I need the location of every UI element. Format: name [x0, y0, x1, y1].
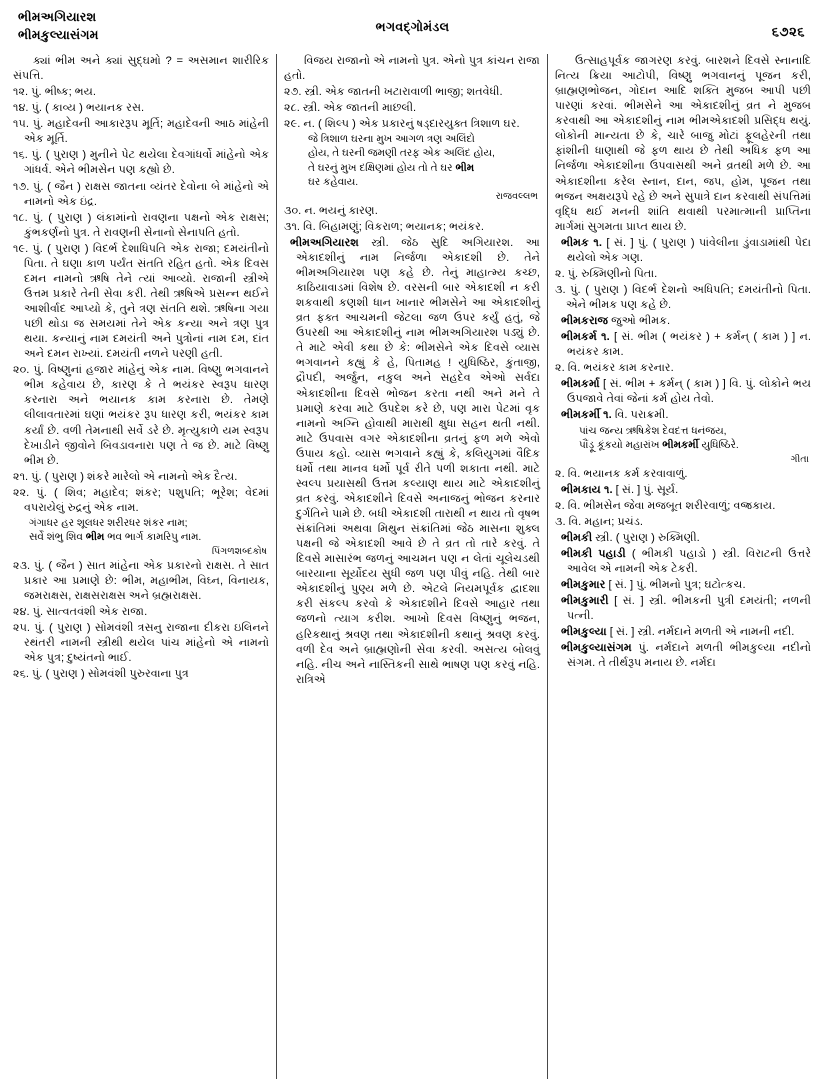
sense-entry: ૧૫. પું. મહાદેવની આકારરૂપ મૂર્તિ; મહાદેવની આઠ માંહેની એક મૂર્તિ.	[13, 118, 269, 146]
sense-entry: ૩. વિ. મહાન; પ્રચંડ.	[555, 515, 643, 528]
entry-headword: ભીમકર્મા	[561, 378, 600, 391]
text-column-3	[552, 54, 814, 1079]
citation-source: પિંગળશબ્દકોષ	[211, 546, 267, 558]
dictionary-entry	[555, 578, 811, 593]
entry-headword: ભીમકી	[561, 531, 593, 544]
page-number: ૬૭૨૬	[771, 24, 805, 39]
entry-definition: પું. નર્મદાને મળતી ભીમકુલ્યા નદીનો સંગમ. તે તીર્થરૂપ મનાય છે. નર્મદા	[567, 642, 811, 670]
verse-bold-term: ભીમકર્મી	[662, 439, 699, 451]
quotation-block	[284, 133, 540, 190]
text-column-2	[281, 54, 543, 1079]
quotation-line: હોય, તે ઘરની જમણી તરફ એક અલિંદ હોય,	[308, 148, 495, 160]
sense-entry: ૨૯. ન. ( શિલ્પ ) એક પ્રકારનું ષડ્દારયુક્ત ત્રિશાળ ઘર.	[284, 118, 520, 131]
quotation-block	[555, 425, 811, 453]
entry-headword: ભીમકરાજ	[561, 315, 609, 328]
sense-entry: ૧૮. પું. ( પુરાણ ) લંકામાંનો રાવણના પક્ષનો એક રાક્ષસ; કુંભકર્ણનો પુત્ર. તે રાવણની સેનાનો સેનાપતિ હતો.	[13, 211, 269, 239]
sense-entry: ૨૫. પું. ( પુરાણ ) સોમવંશી ત્રસનુ રાજાના દીકરા ઇલિનને રથંતરી નામની સ્ત્રીથી થયેલ પાંચ માંહેનો એ નામનો એક પુત્ર; દુષ્યંતનો ભાઈ.	[13, 622, 269, 665]
entry-headword: ભીમકર્મ ૧.	[561, 331, 610, 344]
entry-definition: [ સં. ] પું. ( પુરાણ ) પાંવેલીના ડુંવાડામાંથી પેદા થયેલો એક ગણ.	[567, 236, 811, 264]
quotation-line: જે ત્રિશાળ ઘરના મુખ આગળ ત્રણ અલિંદો	[308, 134, 475, 146]
verse-bold-term: ભીમ	[85, 532, 105, 544]
sense-entry: ૨૨. પું. ( શિવ; મહાદેવ; શંકર; પશુપતિ; ભૂરેશ; વેદમાં વપરાયેલું રુદ્રનું એક નામ.	[13, 486, 269, 514]
columns-container	[10, 54, 815, 1079]
entry-headword: ભીમકુલ્યા	[561, 626, 607, 639]
citation-source: ગીતા	[790, 453, 809, 465]
sense-entry: ૨૬. પું. ( પુરાણ ) સોમવંશી પુરુરવાના પુત્ર	[13, 668, 189, 681]
quotation-line: પૌંડ્રૂ કૂંકયો મહારાંખ ભીમકર્મી યુધિષ્ઠિરે.	[579, 439, 739, 451]
entry-headword: ભીમકાય ૧.	[561, 483, 613, 496]
page-header	[10, 8, 815, 52]
quotation-line: પાંચ જન્ય ઋષિકેશ દેવદત્ત ધનંજય,	[579, 425, 727, 437]
dictionary-entry	[555, 641, 811, 671]
entry-definition: [ સં. ] પું. ભીમનો પુત્ર; ઘટોત્કચ.	[605, 579, 746, 592]
entry-headword: ભીમકી પહાડી	[561, 547, 626, 560]
sense-entry: ૩. પું. ( પુરાણ ) વિદર્ભ દેશનો અધિપતિ; દમયંતીનો પિતા. એને ભીમક પણ કહે છે.	[555, 283, 811, 311]
continued-paragraph: ઉત્સાહપૂર્વક જાગરણ કરવું. બારશને દિવસે સ્નાનાદિ નિત્ય ક્રિયા આટોપી, વિષ્ણુ ભગવાનનું પૂજન કરી, બ્રાહ્મણભોજન, ગોદાન આદિ શક્તિ મુજબ આપી પછી પારણાં કરવાં. ભીમસેને આ એકાદશીનું વ્રત ને મુજબ કરવાથી આ એકાદશીનું નામ ભીમએકાદશી પ્રસિદ્ધ થયું. લોકોની માન્યતા છે કે, ચારે બાજુ મોટાં ફૂલહેરની તથા ફાંશીની ધાણાથી જે ફળ થાય છે તેથી અધિક ફળ આ નિર્જળા એકાદશીના ઉપવાસથી અને વ્રતથી મળે છે. આ એકાદશીના કરેલ સ્નાન, દાન, જપ, હોમ, પૂજન તથા ભજન અક્ષયરૂપે રહે છે અને સુપાત્રે દાન કરવાથી સંપત્તિમાં વૃદ્ધિ થઈ મનની શાંતિ થવાથી પરમાત્માની પ્રાપ્તિના માર્ગમાં સુગમતા પ્રાપ્ત થાય છે.	[555, 55, 811, 233]
header-guideword-first: ભીમઅગિયારશ	[18, 10, 97, 24]
sense-entry: ૧૪. પું. ( કાવ્ય ) ભયાનક રસ.	[13, 102, 145, 115]
sense-entry: ૨. વિ. ભીમસેન જેવા મજબૂત શરીરવાળું; વજ્રકાય.	[555, 499, 776, 512]
sense-entry: ૨૧. પું. ( પુરાણ ) શંકરે મારેલો એ નામનો એક દૈત્ય.	[13, 470, 238, 483]
text-column-1	[10, 54, 272, 1079]
entry-definition: [ સં. ] સ્ત્રી. નર્મદાને મળતી એ નામની નદી.	[606, 626, 795, 639]
entry-definition: [ સં. ભીમ ( ભયંકર ) + કર્મન્ ( કામ ) ] ન. ભયંકર કામ.	[567, 331, 812, 359]
dictionary-entry	[555, 314, 811, 329]
entry-definition: ( ભીમકી પહાડો ) સ્ત્રી. વિરાટની ઉત્તરે આવેલ એ નામની એક ટેકરી.	[567, 547, 811, 576]
quotation-line: સર્વે શંભુ શિવ ભીમ ભવ ભાર્ગ કામરિપુ નામ.	[29, 532, 202, 544]
dictionary-entry	[555, 594, 811, 624]
sense-entry: ૨. વિ. ભયાનક કર્મ કરવાવાળું.	[555, 467, 688, 480]
entry-definition: વિ. પરાક્રમી.	[611, 409, 669, 422]
quotation-line: ઘર કહેવાય.	[308, 176, 359, 188]
quotation-line: ગંગાધર હર શૂલધર શરીરધર શંકર નામ;	[29, 517, 188, 529]
book-title: ભગવદ્ગોમંડલ	[375, 20, 450, 34]
entry-definition: [ સં. ] પું. સૂર્ય.	[612, 483, 679, 496]
sense-entry: ૨૩. પું. ( જૈન ) સાત માંહેના એક પ્રકારનો રાક્ષસ. તે સાત પ્રકાર આ પ્રમાણે છે: ભીમ, મહાભીમ, વિઘ્ન, વિનાયક, જમરાક્ષસ, રાક્ષસરાક્ષસ અને બ્રહ્મરાક્ષસ.	[13, 560, 269, 603]
header-guideword-last: ભીમકુલ્યાસંગમ	[18, 28, 99, 43]
sense-entry: ૨૮. સ્ત્રી. એક જાતની માછલી.	[284, 102, 417, 115]
dictionary-entry	[555, 330, 811, 360]
entry-definition: [ સં. ભીમ + કર્મન્ ( કામ ) ] વિ. પું. લોકોને ભય ઉપજાવે તેવાં જેનાં કર્મ હોય તેવો.	[567, 378, 811, 406]
dictionary-entry	[555, 547, 811, 577]
sense-entry: ૧૨. પું. ભીષ્ક; ભય.	[13, 86, 97, 99]
column-divider-1	[276, 54, 277, 1079]
verse-bold-term: ભીમ	[455, 162, 475, 174]
dictionary-entry	[555, 377, 811, 407]
entry-headword: ભીમઅગિયારશ	[290, 236, 359, 249]
dictionary-entry	[555, 236, 811, 266]
sense-entry: ૧૬. પું. ( પુરાણ ) મુનીને પેટ થયેલા દેવગાંધર્વો માંહેનો એક ગાંધર્વ. એને ભીમસેન પણ કહ્યો છે.	[13, 149, 269, 177]
entry-definition: સ્ત્રી. ( પુરાણ ) રુક્મિણી.	[592, 531, 700, 544]
sense-entry: ૧૯. પું. ( પુરાણ ) વિદર્ભ દેશાધિપતિ એક રાજા; દમયંતીનો પિતા. તે ઘણા કાળ પર્યંત સંતતિ રહિત હતો. એક દિવસ દમન નામનો ઋષિ તેને ત્યાં આવ્યો. રાજાની સ્ત્રીએ ઉત્તમ પ્રકારે તેની સેવા કરી. તેથી ઋષિએ પ્રસન્ન થઈને આશીર્વાદ આપ્યો કે, તુને ત્રણ સંતતિ થશે. ઋષિના ગયા પછી થોડા જ સમયમાં તેને એક કન્યા અને ત્રણ પુત્ર થયા. કન્યાનું નામ દમયંતી અને પુત્રોનાં નામ દમ, દાંત અને દમન રાખ્યાં. દમયંતી નળને પરણી હતી.	[13, 242, 269, 361]
continued-paragraph: વિજય રાજાનો એ નામનો પુત્ર. એનો પુત્ર કાંચન રાજા હતો.	[284, 55, 540, 83]
entry-headword: ભીમકુમાર	[561, 579, 606, 592]
column-divider-2	[547, 54, 548, 1079]
citation-source: રાજવલ્લભ	[495, 190, 538, 202]
dictionary-entry	[555, 531, 811, 546]
quotation-block	[13, 517, 269, 545]
sense-entry: ૨. વિ. ભયંકર કામ કરનાર.	[555, 362, 674, 375]
entry-headword: ભીમકુલ્યાસંગમ	[561, 642, 632, 655]
continued-paragraph: ક્યાં ભીમ અને ક્યાં સુદ્ઘમો ? = અસમાન શારીરિક સંપત્તિ.	[13, 55, 269, 83]
quotation-line: તે ઘરનું મુખ દક્ષિણમાં હોય તો તે ઘર ભીમ	[308, 162, 475, 174]
entry-headword: ભીમક ૧.	[561, 236, 602, 249]
entry-headword: ભીમકુમારી	[561, 595, 609, 608]
sense-entry: ૨૭. સ્ત્રી. એક જાતની ખટારાવાળી ભાજી; શતવેધી.	[284, 86, 503, 99]
dictionary-entry	[555, 408, 811, 423]
sense-entry: ૩૦. ન. ભયનું કારણ.	[284, 204, 378, 217]
dictionary-entry	[284, 236, 540, 688]
entry-definition: જુઓ ભીમક.	[608, 315, 671, 328]
entry-headword: ભીમકર્મી ૧.	[561, 409, 612, 422]
entry-definition: સ્ત્રી. જેઠ સુદિ અગિયારશ. આ એકાદશીનું નામ નિર્જળા એકાદશી છે. તેને ભીમઅગિયારશ પણ કહે છે. તેનું માહાત્મ્ય કચ્છ, કાઠિયાવાડમાં વિશેષ છે. વરસની બાર એકાદશી ન કરી શકવાથી કણશી ધાન ખાનાર ભીમસેને આ એકાદશીનું વ્રત ફક્ત આચમની જેટલા જળ ઉપર કર્યું હતું, જે ઉપરથી આ એકાદશીનું નામ ભીમઅગિયારશ પડ્યું છે. તે માટે એવી કથા છે કે: ભીમસેને એક દિવસે વ્યાસ ભગવાનને કહ્યું કે હે, પિતામહ ! યુધિષ્ઠિર, કુંતાજી, દ્રૌપદી, અર્જુન, નકુલ અને સહદેવ એઓ સર્વદા એકાદશીના દિવસે ભોજન કરતા નથી અને મને તે પ્રમાણે કરવા માટે ઉપદેશ કરે છે, પણ મારા પેટમાં વૃક નામનો અગ્નિ હોવાથી મારાથી ક્ષુધા સહન થતી નથી. માટે ઉપવાસ વગર એકાદશીના વ્રતનું ફળ મળે એવો ઉપાય કહો. વ્યાસ ભગવાને કહ્યું કે, કલિયુગમાં વૈદિક ધર્મો તથા માનવ ધર્મો પૂર્વ રીતે પળી શકાતા નથી. માટે સ્વલ્પ પ્રયાસથી ઉત્તમ કલ્યાણ થાય માટે એકાદશીનું વ્રત કરવું. એકાદશીને દિવસે અનાજનું ભોજન કરનાર દુર્ગતિને પામે છે. બધી એકાદશી તારાથી ન થાય તો વૃષભ સંક્રાંતિમાં અથવા મિથુન સંક્રાંતિમાં જેઠ માસના શુક્લ પક્ષની જે એકાદશી આવે છે તે વ્રત તો તારે કરવું. તે દિવસે માસારંભ જળનું આચમન પણ ન લેતાં ચૂલેચડથી બારયાના સૂર્યોદય સુધી જળ પણ પીવું નહિ. તેથી બાર એકાદશીનું પુણ્ય મળે છે. એટલે નિયમપૂર્વક દ્વાદશા કરી સંકલ્પ કરવો કે એકાદશીને દિવસે આહાર તથા જળનો ત્યાગ કરીશ. આખો દિવસ વિષ્ણુનું ભજન, હરિકથાનું શ્રવણ તથા એકાદશીની કથાનું શ્રવણ કરવું. વળી દેવ અને બ્રાહ્મણોની સેવા કરવી. અસત્ય બોલવું નહિ. નીચ અને નાસ્તિકની સાથે ભાષણ પણ કરવું નહિ. રાત્રિએ	[296, 236, 540, 686]
entry-definition: [ સં. ] સ્ત્રી. ભીમકની પુત્રી દમયંતી; નળની પત્ની.	[567, 595, 811, 623]
sense-entry: ૩૧. વિ. બિહામણું; વિકરાળ; ભયાનક; ભયંકર.	[284, 220, 485, 233]
sense-entry: ૨. પું. રુક્મિણીનો પિતા.	[555, 267, 658, 280]
sense-entry: ૧૭. પું. ( જૈન ) રાક્ષસ જાતના વ્યંતર દેવોના બે માંહેનો એ નામનો એક ઇંદ્ર.	[13, 180, 269, 208]
sense-entry: ૨૦. પું. વિષ્ણુનાં હજાર માંહેનું એક નામ. વિષ્ણુ ભગવાનને ભીમ કહેવાય છે, કારણ કે તે ભયંકર સ્વરૂપ ધારણ કરનારા અને ભયાનક કામ કરનારા છે. તેમણે લીલાવતારમાં ઘણાં ભયંકર રૂપ ધારણ કરી, ભયંકર કામ કર્યાં છે. વળી તેમનાથી સર્વે ડરે છે. મૃત્યુકાળે યમ સ્વરૂપ દેખાડીને જીવોને બિવડાવનારા પણ તે જ છે. માટે વિષ્ણુ ભીમ છે.	[13, 364, 269, 467]
sense-entry: ૨૪. પું. સાત્વતવંશી એક રાજા.	[13, 606, 148, 619]
dictionary-entry	[555, 625, 811, 640]
dictionary-entry	[555, 483, 811, 498]
